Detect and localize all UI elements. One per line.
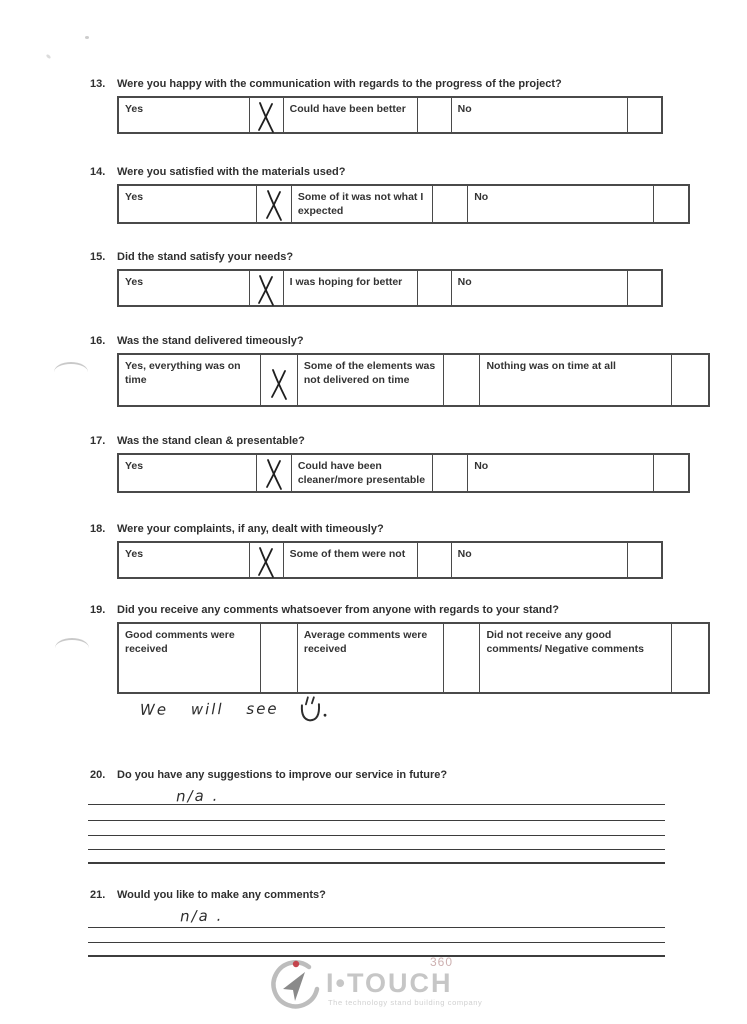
question-text: Were you satisfied with the materials used? [117, 166, 346, 178]
checkbox-cell [417, 98, 451, 132]
question-text: Do you have any suggestions to improve our service in future? [117, 769, 448, 781]
checkbox-cell [627, 543, 661, 577]
brand-superscript: 360 [430, 955, 454, 969]
checkbox-cell [432, 186, 467, 222]
brand-tagline: The technology stand building company [328, 998, 483, 1007]
checkbox-cell [432, 455, 467, 491]
checkbox-cell [671, 624, 708, 692]
answer-line [88, 942, 665, 943]
option-label: Did not receive any good comments/ Negative comments [479, 624, 671, 692]
x-mark-icon [256, 273, 276, 309]
option-label: Yes, everything was on time [125, 360, 241, 387]
option-label: Good comments were received [125, 629, 235, 656]
scan-artifact-arc [55, 638, 89, 658]
option-label: No [451, 271, 628, 305]
question-text: Were you happy with the communication with regards to the progress of the project? [117, 78, 562, 90]
checkbox-cell [627, 271, 661, 305]
question-title [90, 166, 720, 178]
question-block-19 [90, 604, 720, 694]
question-title [90, 435, 720, 447]
answer-line [88, 835, 665, 836]
checkbox-cell [249, 271, 283, 305]
answer-lines [88, 927, 665, 957]
itouch-logo [268, 956, 508, 1018]
question-number: 21. [90, 889, 106, 901]
question-block-21 [90, 889, 720, 901]
question-title [90, 335, 720, 347]
question-title [90, 523, 720, 535]
checkbox-cell [256, 186, 291, 222]
question-number: 16. [90, 335, 106, 347]
question-title [90, 251, 720, 263]
answer-lines [88, 804, 665, 864]
handwritten-note [140, 699, 327, 727]
scan-speck [46, 54, 52, 60]
question-number: 13. [90, 78, 106, 90]
checkbox-cell [256, 455, 291, 491]
question-block-20 [90, 769, 720, 781]
checkbox-cell [443, 355, 480, 405]
option-label: Yes [125, 276, 144, 288]
question-title [90, 78, 720, 90]
x-mark-icon [264, 188, 284, 224]
option-label: Some of them were not [283, 543, 417, 577]
question-text: Would you like to make any comments? [117, 889, 326, 901]
question-number: 19. [90, 604, 106, 616]
brand-text: I•TOUCH [326, 968, 453, 998]
checkbox-cell [653, 455, 688, 491]
options-table [117, 622, 710, 694]
answer-line [88, 820, 665, 821]
question-block-18 [90, 523, 720, 579]
question-text: Did the stand satisfy your needs? [117, 251, 294, 263]
option-label: No [451, 98, 628, 132]
option-label: No [451, 543, 628, 577]
scan-speck [85, 36, 89, 39]
option-label: Nothing was on time at all [479, 355, 671, 405]
question-number: 17. [90, 435, 106, 447]
option-label: Some of it was not what I expected [291, 186, 432, 222]
options-table [117, 453, 690, 493]
question-number: 15. [90, 251, 106, 263]
x-mark-icon [256, 100, 276, 136]
answer-line [88, 804, 665, 805]
x-mark-icon [269, 367, 289, 403]
checkbox-cell [671, 355, 708, 405]
answer-line [88, 862, 665, 864]
logo-swoosh-icon [268, 958, 322, 1014]
question-block-16 [90, 335, 720, 407]
option-label: Yes [125, 548, 144, 560]
checkbox-cell [260, 355, 297, 405]
checkbox-cell [249, 543, 283, 577]
options-table [117, 269, 663, 307]
option-label: I was hoping for better [283, 271, 417, 305]
checkbox-cell [653, 186, 688, 222]
handwritten-note-text: We will see [139, 699, 279, 719]
question-block-17 [90, 435, 720, 493]
checkbox-cell [417, 543, 451, 577]
option-label: No [467, 455, 652, 491]
checkbox-cell [627, 98, 661, 132]
question-number: 14. [90, 166, 106, 178]
handwritten-answer: n/a . [175, 786, 220, 806]
option-label: Yes [125, 191, 144, 203]
question-number: 20. [90, 769, 106, 781]
checkbox-cell [260, 624, 297, 692]
option-label: Some of the elements was not delivered on time [297, 355, 443, 405]
answer-line [88, 927, 665, 928]
option-label: No [467, 186, 652, 222]
question-title [90, 604, 720, 616]
question-block-15 [90, 251, 720, 307]
question-block-13 [90, 78, 720, 134]
checkbox-cell [443, 624, 480, 692]
options-table [117, 96, 663, 134]
option-label: Yes [125, 460, 144, 472]
question-text: Was the stand clean & presentable? [117, 435, 305, 447]
scan-artifact-arc [54, 362, 88, 382]
answer-line [88, 849, 665, 850]
smiley-face-icon [292, 695, 326, 725]
question-text: Was the stand delivered timeously? [117, 335, 304, 347]
question-number: 18. [90, 523, 106, 535]
x-mark-icon [264, 457, 284, 493]
options-table [117, 541, 663, 579]
question-block-14 [90, 166, 720, 224]
handwritten-answer: n/a . [179, 906, 224, 926]
checkbox-cell [249, 98, 283, 132]
options-table [117, 353, 710, 407]
question-text: Did you receive any comments whatsoever from anyone with regards to your stand? [117, 604, 559, 616]
x-mark-icon [256, 545, 276, 581]
question-text: Were your complaints, if any, dealt with timeously? [117, 523, 384, 535]
option-label: Could have been cleaner/more presentable [291, 455, 432, 491]
question-title [90, 889, 720, 901]
question-title [90, 769, 720, 781]
checkbox-cell [417, 271, 451, 305]
options-table [117, 184, 690, 224]
option-label: Average comments were received [297, 624, 443, 692]
option-label: Yes [125, 103, 144, 115]
option-label: Could have been better [283, 98, 417, 132]
